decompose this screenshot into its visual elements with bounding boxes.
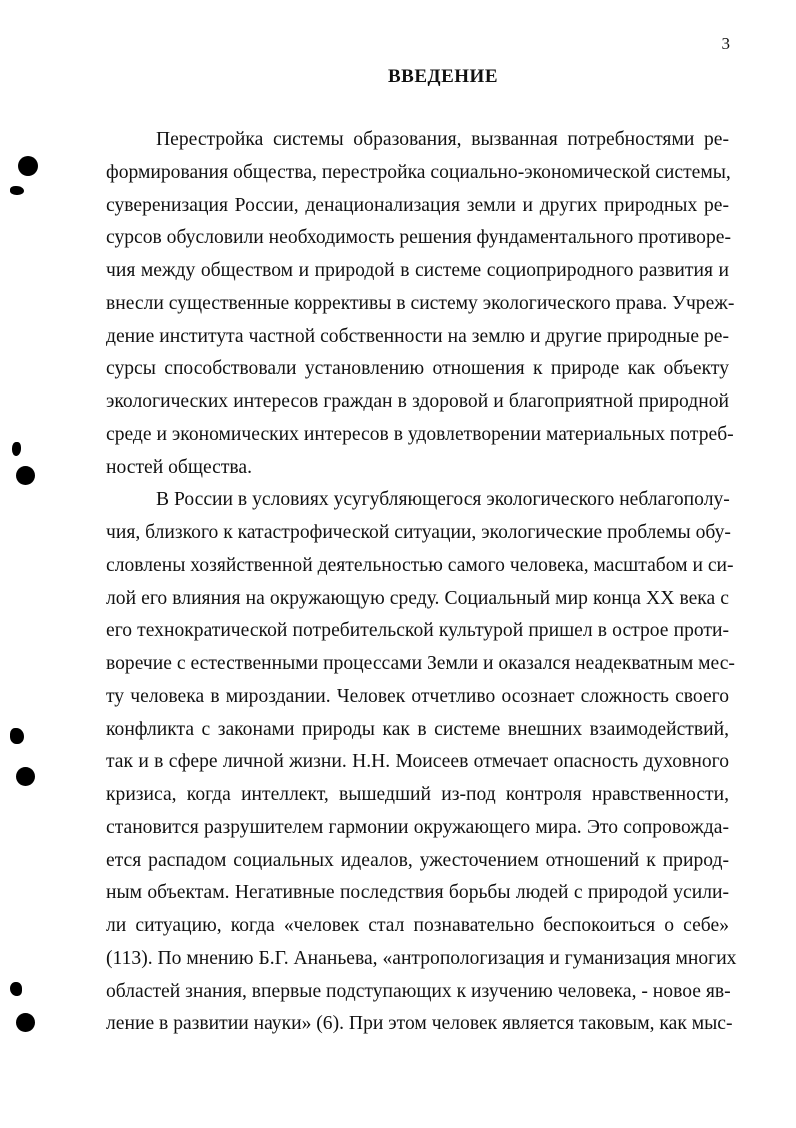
text-line: ту человека в мироздании. Человек отчетливо осознает сложность своего: [106, 685, 729, 707]
binder-hole-mark: [16, 767, 35, 786]
text-line: Перестройка системы образования, вызванная потребностями ре-: [156, 129, 729, 150]
text-line: конфликта с законами природы как в системе внешних взаимодействий,: [106, 718, 729, 740]
text-line: среде и экономических интересов в удовлетворении материальных потреб-: [106, 423, 734, 445]
binder-hole-mark: [16, 466, 35, 485]
page-number: 3: [721, 34, 730, 53]
text-line: чия между обществом и природой в системе социоприродного развития и: [106, 260, 729, 281]
text-line: ным объектам. Негативные последствия борьбы людей с природой усили-: [106, 882, 729, 904]
text-line: кризиса, когда интеллект, вышедший из-под контроля нравственности,: [106, 784, 729, 805]
scan-speck-mark: [10, 982, 22, 996]
text-line: ется распадом социальных идеалов, ужесточением отношений к природ-: [106, 849, 729, 871]
text-line: В России в условиях усугубляющегося экологического неблагополу-: [156, 489, 730, 511]
text-line: формирования общества, перестройка социально-экономической системы,: [106, 161, 731, 183]
text-line: его технократической потребительской культурой пришел в острое проти-: [106, 620, 729, 642]
text-line: сурсы способствовали установлению отношения к природе как объекту: [106, 358, 729, 380]
scan-speck-mark: [10, 728, 24, 744]
text-line: становится разрушителем гармонии окружающего мира. Это сопровожда-: [106, 816, 729, 838]
text-line: (113). По мнению Б.Г. Ананьева, «антропологизация и гуманизация многих: [106, 947, 737, 969]
text-line: суверенизация России, денационализация земли и других природных ре-: [106, 194, 729, 216]
text-line: чия, близкого к катастрофической ситуации, экологические проблемы обу-: [106, 522, 731, 543]
text-line: сурсов обусловили необходимость решения фундаментального противоре-: [106, 227, 731, 249]
text-line: лой его влияния на окружающую среду. Социальный мир конца XX века с: [106, 587, 729, 609]
text-line: ление в развитии науки» (6). При этом человек является таковым, как мыс-: [106, 1013, 733, 1035]
text-line: воречие с естественными процессами Земли и оказался неадекватным мес-: [106, 653, 735, 674]
section-heading: ВВЕДЕНИЕ: [388, 66, 498, 87]
text-line: экологических интересов граждан в здоровой и благоприятной природной: [106, 391, 729, 412]
scan-speck-mark: [10, 186, 24, 195]
text-line: дение института частной собственности на землю и другие природные ре-: [106, 325, 729, 347]
binder-hole-mark: [16, 1013, 35, 1032]
scan-speck-mark: [12, 442, 21, 456]
text-line: словлены хозяйственной деятельностью самого человека, масштабом и си-: [106, 554, 734, 576]
binder-hole-mark: [18, 156, 38, 176]
text-line: внесли существенные коррективы в систему экологического права. Учреж-: [106, 292, 735, 314]
text-line: так и в сфере личной жизни. Н.Н. Моисеев отмечает опасность духовного: [106, 751, 729, 773]
body-text: [106, 124, 737, 1041]
text-line: ностей общества.: [106, 456, 252, 478]
text-line: ли ситуацию, когда «человек стал познавательно беспокоиться о себе»: [106, 915, 729, 936]
text-line: областей знания, впервые подступающих к изучению человека, - новое яв-: [106, 980, 731, 1002]
